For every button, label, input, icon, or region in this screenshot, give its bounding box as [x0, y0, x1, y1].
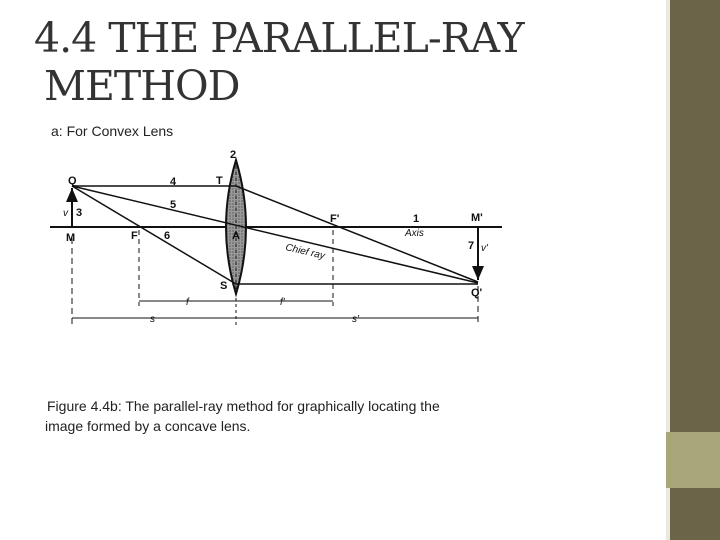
decorative-sidebar: [666, 0, 720, 540]
label-T: T: [216, 175, 223, 187]
figure-caption: [45, 396, 525, 436]
slide-title: [34, 14, 634, 110]
lens-diagram-svg: [40, 146, 512, 340]
label-chief-ray: Chief ray: [284, 242, 326, 262]
label-S: S: [220, 280, 228, 292]
lens-diagram: [40, 146, 512, 340]
label-1: 1: [413, 213, 420, 225]
label-f: f: [186, 297, 189, 308]
sidebar-band-accent: [666, 432, 720, 488]
label-A: A: [232, 230, 240, 242]
label-Qprime: Q': [471, 287, 483, 299]
label-M: M: [66, 232, 76, 244]
label-Q: Q: [68, 175, 77, 187]
label-7: 7: [468, 240, 475, 252]
label-F: F: [131, 230, 138, 242]
caption-line-1: Figure 4.4b: The parallel-ray method for graphically locating the: [47, 398, 440, 414]
title-line-2: METHOD: [44, 62, 240, 110]
label-sprime: s': [352, 314, 359, 325]
label-6: 6: [164, 230, 171, 242]
label-fprime: f': [280, 297, 285, 308]
label-s: s: [150, 314, 155, 325]
sidebar-band-bottom: [666, 488, 720, 540]
label-Fprime: F': [330, 213, 340, 225]
title-line-1: 4.4 THE PARALLEL-RAY: [34, 14, 524, 62]
label-5: 5: [170, 199, 177, 211]
label-v: v: [63, 208, 68, 219]
label-axis: Axis: [405, 228, 424, 239]
sidebar-band-top: [666, 0, 720, 432]
caption-line-2: image formed by a concave lens.: [45, 418, 251, 434]
label-vprime: v': [481, 243, 488, 254]
label-2: 2: [230, 149, 237, 161]
label-4: 4: [170, 176, 177, 188]
subtitle: a: For Convex Lens: [51, 123, 174, 139]
label-Mprime: M': [471, 212, 483, 224]
label-3: 3: [76, 207, 83, 219]
ray-focal: [72, 186, 236, 284]
